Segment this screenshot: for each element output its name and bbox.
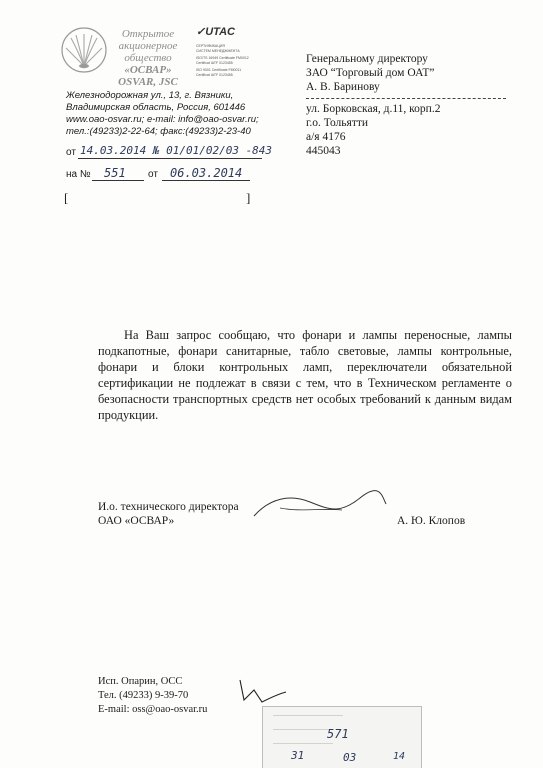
- utac-line: ISO 9001 Certificate FM0011: [196, 68, 242, 72]
- stamp-number: 571: [327, 727, 349, 741]
- stamp-faint-line: [273, 715, 343, 716]
- utac-line: Certificat IATF 0123455: [196, 72, 233, 77]
- recipient-line: а/я 4176: [306, 131, 346, 143]
- org-name-block: [110, 28, 186, 88]
- signature-title-line: ОАО «ОСВАР»: [98, 515, 175, 527]
- utac-line: СИСТЕМ МЕНЕДЖМЕНТА: [196, 48, 240, 53]
- address-line: Железнодорожная ул., 13, г. Вязники,: [66, 90, 234, 101]
- utac-swoosh-icon: ✓: [196, 26, 206, 38]
- utac-brand: ✓UTAC: [196, 26, 235, 38]
- checkmark-scribble-icon: [232, 676, 288, 710]
- stamp-month: 03: [343, 751, 357, 764]
- signature-handwriting: [250, 488, 390, 524]
- sunburst-logo-icon: [60, 26, 108, 74]
- approval-handwritten-mark: [232, 676, 288, 710]
- utac-line: Certificat IATF 0123455: [196, 60, 233, 65]
- ref-underline: [78, 158, 262, 159]
- ref-date-underline: [162, 180, 250, 181]
- ref-from-label: от: [66, 147, 76, 158]
- ref-reply-date-label: от: [148, 169, 158, 180]
- stamp-day: 31: [291, 749, 305, 762]
- reply-reference: [66, 166, 250, 182]
- ref-reply-prefix: на №: [66, 169, 91, 180]
- ref-from-value: 14.03.2014 № 01/01/02/03 -843: [80, 144, 273, 157]
- address-line: тел.:(49233)2-22-64; факс:(49233)2-23-40: [66, 126, 251, 137]
- osvar-logo-emblem: [60, 26, 108, 74]
- org-line: «ОСВАР»: [124, 64, 172, 76]
- recipient-line: ул. Борковская, д.11, корп.2: [306, 103, 441, 115]
- outgoing-reference: [66, 144, 273, 160]
- letter-body-paragraph: На Ваш запрос сообщаю, что фонари и лампы переносные, лампы подкапотные, фонари санитарные, табло световые, лампы контрольные, фонари и блоки контрольных ламп, переключатели обязательной сертификации не подлежат в связи с тем, что в Техническом регламенте о безопасности транспортных средств нет особых требований к данным видам продукции.: [98, 328, 512, 422]
- subject-bracket-left: [: [64, 190, 69, 205]
- address-line: www.oao-osvar.ru; e-mail: info@oao-osvar.ru;: [66, 114, 259, 125]
- recipient-line: Генеральному директору: [306, 53, 428, 65]
- signatory-name: А. Ю. Клопов: [397, 515, 466, 527]
- incoming-registration-stamp: [262, 706, 422, 768]
- recipient-line: ЗАО “Торговый дом ОАТ”: [306, 67, 435, 79]
- recipient-line: г.о. Тольятти: [306, 117, 369, 129]
- address-line: Владимирская область, Россия, 601446: [66, 102, 246, 113]
- stamp-faint-line: [273, 743, 333, 744]
- subject-bracket-right: ]: [246, 190, 251, 205]
- sender-address: [66, 90, 259, 138]
- utac-certification-block: [196, 26, 258, 77]
- org-line: Открытое: [121, 28, 175, 40]
- org-line: акционерное: [118, 40, 178, 52]
- org-line: OSVAR, JSC: [118, 76, 178, 88]
- ref-number-underline: [92, 180, 144, 181]
- executor-line: E-mail: oss@oao-osvar.ru: [98, 704, 208, 715]
- recipient-line: 445043: [306, 145, 341, 157]
- recipient-line: А. В. Баринову: [306, 81, 380, 93]
- signature-title: [98, 500, 239, 528]
- stamp-faint-line: [273, 729, 329, 730]
- executor-line: Тел. (49233) 9-39-70: [98, 690, 189, 701]
- recipient-block: [306, 52, 516, 158]
- ref-reply-number: 551: [104, 166, 126, 180]
- utac-line: СЕРТИФИКАЦИЯ: [196, 44, 225, 48]
- stamp-year: 14: [393, 751, 406, 762]
- utac-line: ISO/TS 16949 Certificate FM0012: [196, 56, 249, 60]
- recipient-divider: [306, 98, 506, 99]
- signature-title-line: И.о. технического директора: [98, 501, 239, 513]
- executor-block: [98, 675, 207, 717]
- ref-reply-date: 06.03.2014: [170, 166, 243, 180]
- executor-line: Исп. Опарин, ОСС: [98, 676, 183, 687]
- signature-scribble-icon: [250, 488, 390, 524]
- org-line: общество: [124, 52, 172, 64]
